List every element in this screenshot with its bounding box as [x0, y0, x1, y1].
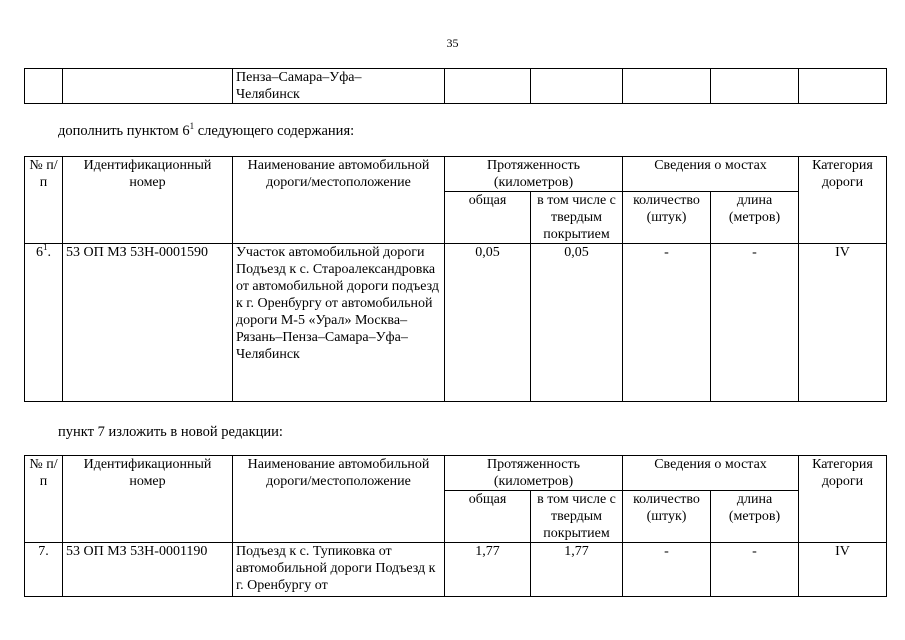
fragment-cell — [799, 69, 887, 104]
header-name: Наименование автомобильной дороги/местоположение — [233, 456, 445, 543]
fragment-cell — [623, 69, 711, 104]
header-bridges: Сведения о мостах — [623, 157, 799, 192]
fragment-cell — [445, 69, 531, 104]
row-length-total: 0,05 — [445, 244, 531, 402]
section1-intro-text: дополнить пунктом 6 — [58, 123, 190, 139]
header-length-paved: в том числе с твердым покрытием — [531, 192, 623, 244]
header-category: Категория дороги — [799, 157, 887, 244]
header-bridges: Сведения о мостах — [623, 456, 799, 491]
row-category: IV — [799, 244, 887, 402]
header-bridges-count: количество (штук) — [623, 192, 711, 244]
header-length-paved: в том числе с твердым покрытием — [531, 491, 623, 543]
section2-intro: пункт 7 изложить в новой редакции: — [58, 424, 283, 440]
page-number: 35 — [446, 36, 459, 50]
fragment-name-line: Челябинск — [236, 87, 300, 102]
row-length-paved: 0,05 — [531, 244, 623, 402]
row-name: Участок автомобильной дороги Подъезд к с. Староалександровка от автомобильной дороги подъезд к г. Оренбургу от автомобильной дороги М-5 «Урал» Москва–Рязань–Пенза–Самара–Уфа–Челябинск — [233, 244, 445, 402]
header-length: Протяженность (километров) — [445, 456, 623, 491]
fragment-name-line: Пенза–Самара–Уфа– — [236, 70, 362, 85]
row-bridges-count: - — [623, 244, 711, 402]
table-row — [25, 244, 887, 402]
header-length-total: общая — [445, 192, 531, 244]
fragment-cell — [711, 69, 799, 104]
row-id: 53 ОП МЗ 53Н-0001190 — [63, 543, 233, 597]
row-num: 7. — [25, 543, 63, 597]
row-bridges-length: - — [711, 244, 799, 402]
header-id: Идентификационный номер — [63, 157, 233, 244]
fragment-cell — [531, 69, 623, 104]
header-id: Идентификационный номер — [63, 456, 233, 543]
section1-intro-tail: следующего содержания: — [194, 123, 355, 139]
header-length-total: общая — [445, 491, 531, 543]
row-bridges-length: - — [711, 543, 799, 597]
section2-table — [24, 455, 887, 597]
fragment-id-cell — [63, 69, 233, 104]
header-num: № п/п — [25, 456, 63, 543]
row-length-paved: 1,77 — [531, 543, 623, 597]
header-num: № п/п — [25, 157, 63, 244]
row-id: 53 ОП МЗ 53Н-0001590 — [63, 244, 233, 402]
header-name: Наименование автомобильной дороги/местоположение — [233, 157, 445, 244]
fragment-num-cell — [25, 69, 63, 104]
fragment-name-cell — [233, 69, 445, 104]
row-num: $6^1$. — [25, 244, 63, 402]
table-row — [25, 543, 887, 597]
header-category: Категория дороги — [799, 456, 887, 543]
section1-intro — [58, 122, 354, 140]
header-bridges-count: количество (штук) — [623, 491, 711, 543]
top-table-fragment — [24, 68, 887, 104]
row-category: IV — [799, 543, 887, 597]
row-bridges-count: - — [623, 543, 711, 597]
header-bridges-length: длина (метров) — [711, 491, 799, 543]
section1-table — [24, 156, 887, 402]
header-length: Протяженность (километров) — [445, 157, 623, 192]
row-name: Подъезд к с. Тупиковка от автомобильной дороги Подъезд к г. Оренбургу от — [233, 543, 445, 597]
row-length-total: 1,77 — [445, 543, 531, 597]
section1-intro-sup: 1 — [189, 121, 195, 131]
header-bridges-length: длина (метров) — [711, 192, 799, 244]
